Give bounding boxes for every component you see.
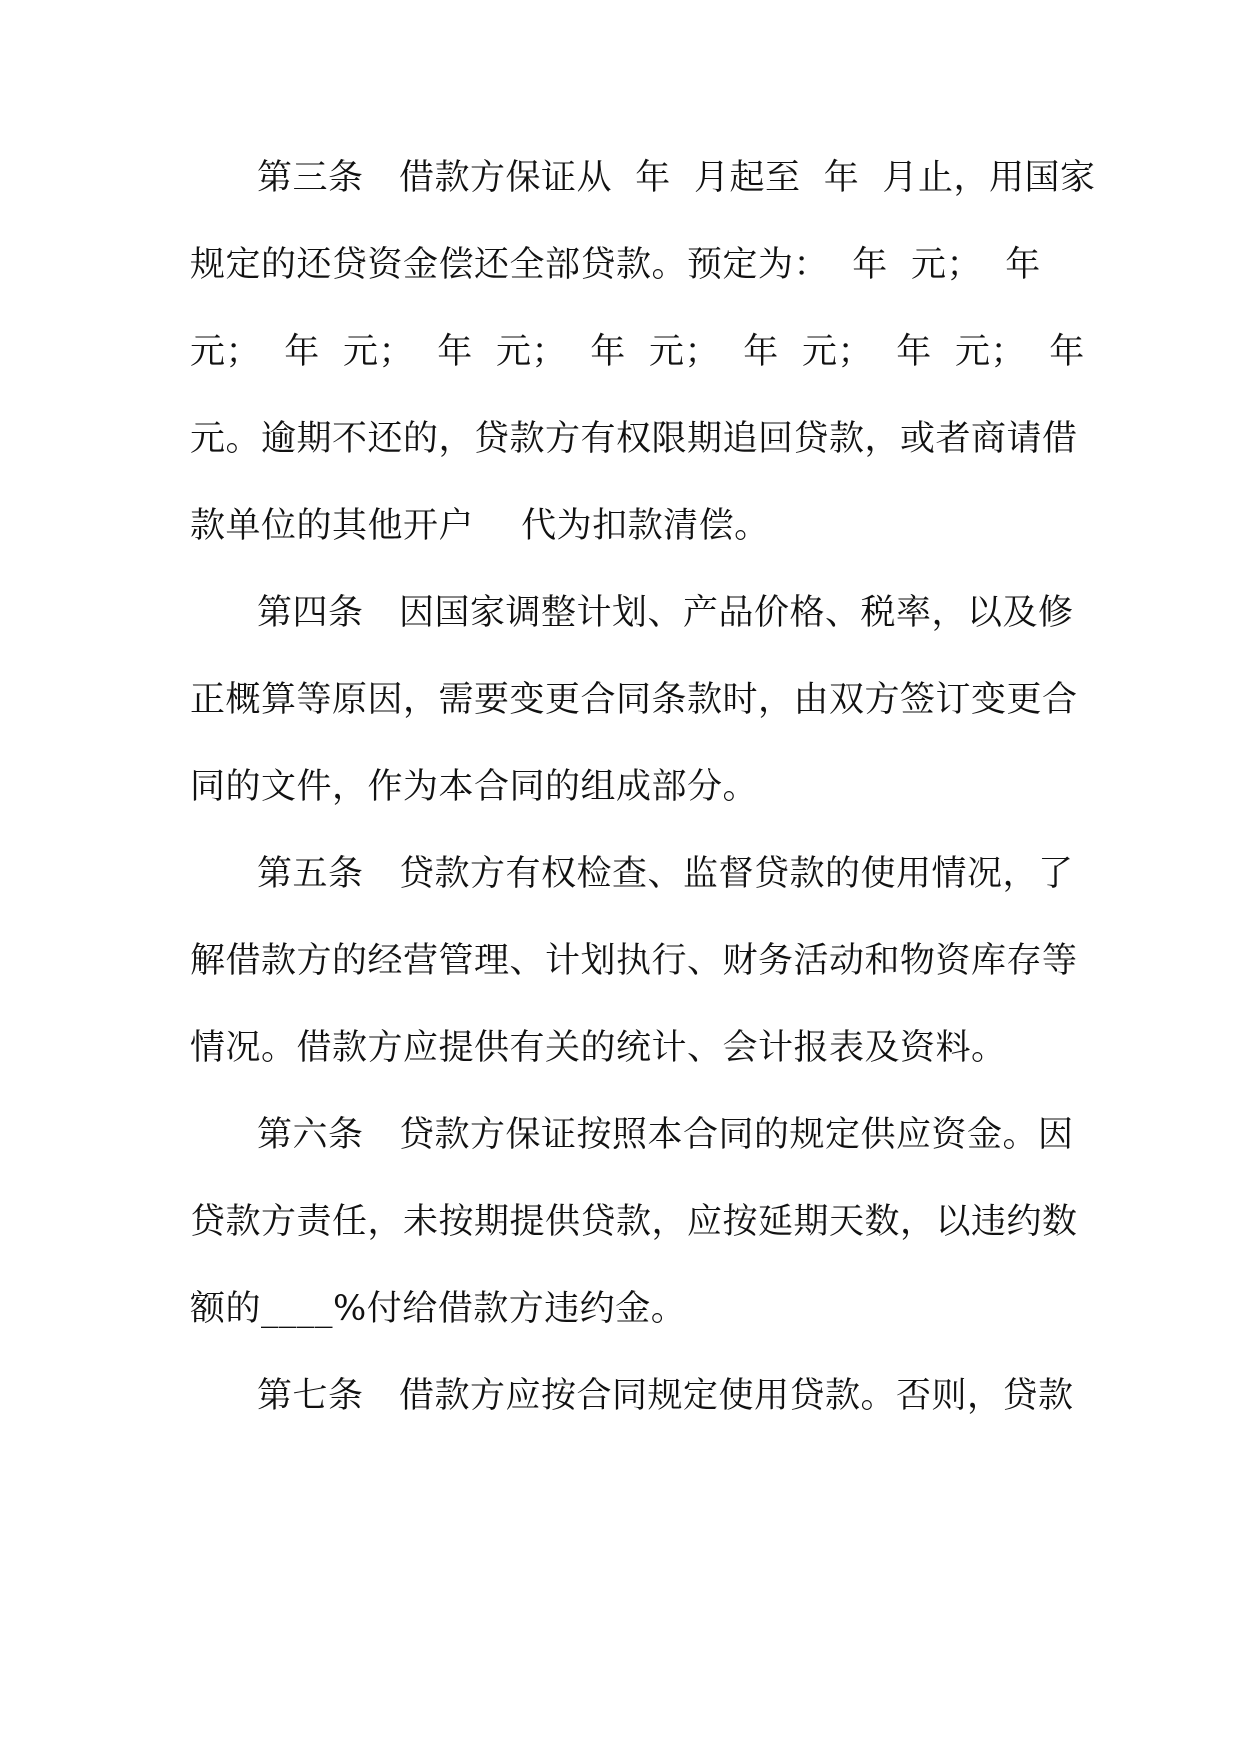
article-4-line-2: 正概算等原因，需要变更合同条款时，由双方签订变更合 [190,680,1078,720]
article-3-line-5: 款单位的其他开户 代为扣款清偿。 [190,506,770,546]
article-3-line-3: 元； 年 元； 年 元； 年 元； 年 元； 年 元； 年 [190,332,1085,372]
article-3-line-4: 元。逾期不还的，贷款方有权限期追回贷款，或者商请借 [190,419,1078,459]
article-6-line-1: 第六条 贷款方保证按照本合同的规定供应资金。因 [257,1115,1074,1155]
article-3-line-1: 第三条 借款方保证从 年 月起至 年 月止，用国家 [257,158,1096,198]
article-7-line-1: 第七条 借款方应按合同规定使用贷款。否则，贷款 [257,1376,1074,1416]
article-6-line-2: 贷款方责任，未按期提供贷款，应按延期天数，以违约数 [190,1202,1078,1242]
article-3-line-2: 规定的还贷资金偿还全部贷款。预定为： 年 元； 年 [190,245,1041,285]
article-5-line-3: 情况。借款方应提供有关的统计、会计报表及资料。 [190,1028,1007,1068]
article-4-line-1: 第四条 因国家调整计划、产品价格、税率，以及修 [257,593,1074,633]
article-4-line-3: 同的文件，作为本合同的组成部分。 [190,767,759,807]
article-5-line-1: 第五条 贷款方有权检查、监督贷款的使用情况，了 [257,854,1074,894]
article-5-line-2: 解借款方的经营管理、计划执行、财务活动和物资库存等 [190,941,1078,981]
article-6-line-3: 额的____%付给借款方违约金。 [190,1289,687,1329]
